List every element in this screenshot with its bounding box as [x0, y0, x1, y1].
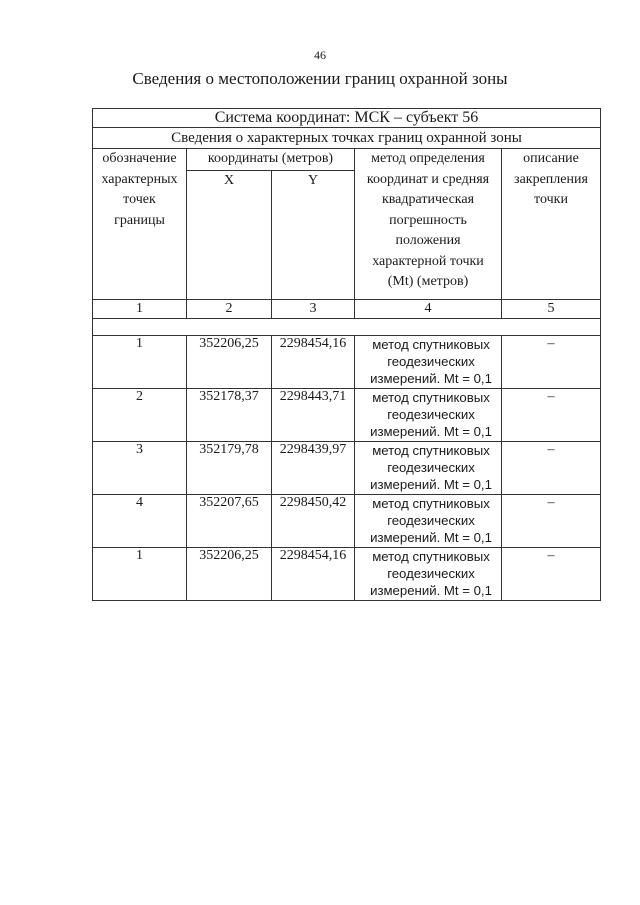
- description-cell: –: [502, 547, 601, 600]
- method-cell: метод спутниковых геодезических измерений. Mt = 0,1: [355, 335, 502, 388]
- coord-x: 352206,25: [187, 547, 272, 600]
- coord-y: 2298439,97: [272, 441, 355, 494]
- boundary-points-table: [92, 108, 601, 601]
- coord-x: 352206,25: [187, 335, 272, 388]
- method-cell: метод спутниковых геодезических измерений. Mt = 0,1: [355, 494, 502, 547]
- header-coordinates: координаты (метров): [187, 149, 355, 171]
- description-cell: –: [502, 388, 601, 441]
- column-number: 2: [187, 299, 272, 318]
- point-id: 2: [93, 388, 187, 441]
- header-description: описание закрепления точки: [502, 149, 601, 300]
- point-id: 3: [93, 441, 187, 494]
- table-row: [93, 547, 601, 600]
- coord-y: 2298454,16: [272, 547, 355, 600]
- page-title: Сведения о местоположении границ охранной зоны: [132, 69, 508, 88]
- column-number: 3: [272, 299, 355, 318]
- method-cell: метод спутниковых геодезических измерений. Mt = 0,1: [355, 441, 502, 494]
- header-x: X: [187, 170, 272, 299]
- method-cell: метод спутниковых геодезических измерений. Mt = 0,1: [355, 547, 502, 600]
- coord-x: 352207,65: [187, 494, 272, 547]
- spacer-row: [93, 318, 601, 335]
- description-cell: –: [502, 335, 601, 388]
- header-designation: обозначение характерных точек границы: [93, 149, 187, 300]
- header-y: Y: [272, 170, 355, 299]
- page-number: 46: [314, 48, 326, 62]
- coord-y: 2298454,16: [272, 335, 355, 388]
- column-number: 5: [502, 299, 601, 318]
- coord-y: 2298450,42: [272, 494, 355, 547]
- table-row: [93, 388, 601, 441]
- coordinate-system-row: Система координат: МСК – субъект 56: [93, 109, 601, 128]
- section-header-row: Сведения о характерных точках границ охранной зоны: [93, 128, 601, 149]
- description-cell: –: [502, 494, 601, 547]
- coord-x: 352178,37: [187, 388, 272, 441]
- table-row: [93, 335, 601, 388]
- point-id: 1: [93, 547, 187, 600]
- table-row: [93, 494, 601, 547]
- coord-x: 352179,78: [187, 441, 272, 494]
- point-id: 1: [93, 335, 187, 388]
- table-row: [93, 441, 601, 494]
- description-cell: –: [502, 441, 601, 494]
- column-number: 1: [93, 299, 187, 318]
- header-method: метод определения координат и средняя квадратическая погрешность положения характерной точки (Mt) (метров): [355, 149, 502, 300]
- coord-y: 2298443,71: [272, 388, 355, 441]
- method-cell: метод спутниковых геодезических измерений. Mt = 0,1: [355, 388, 502, 441]
- column-number: 4: [355, 299, 502, 318]
- point-id: 4: [93, 494, 187, 547]
